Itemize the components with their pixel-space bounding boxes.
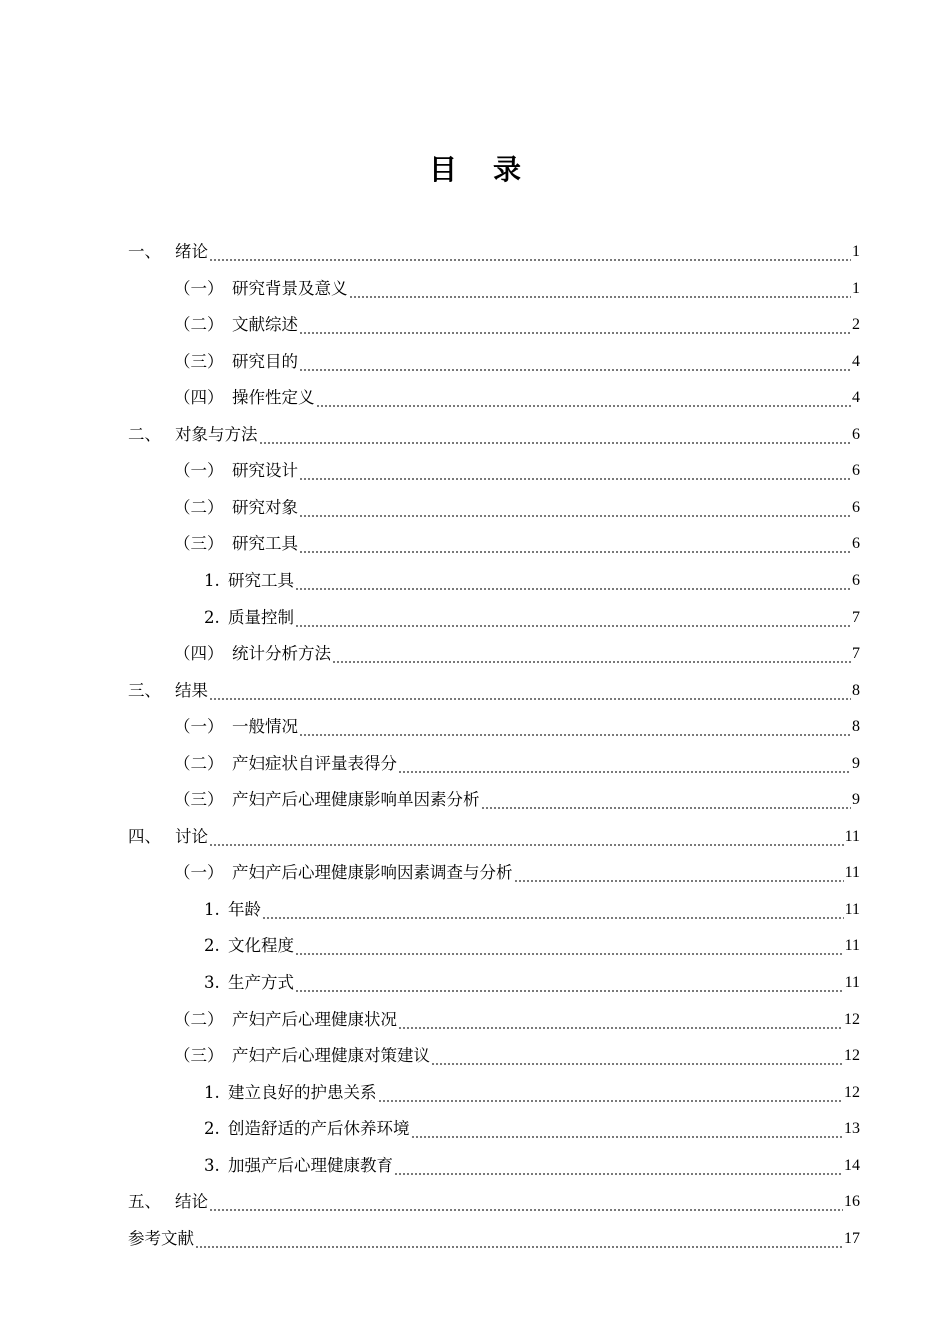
- toc-entry-title: 质量控制: [228, 607, 294, 627]
- toc-entry[interactable]: [204, 1075, 860, 1111]
- toc-dot-leader: [295, 990, 844, 992]
- toc-entry-page-number: 14: [844, 1156, 860, 1174]
- toc-dot-leader: [295, 953, 844, 955]
- toc-entry-page-number: 6: [852, 498, 860, 516]
- toc-entry[interactable]: [174, 709, 860, 745]
- toc-entry-title: 文化程度: [228, 936, 294, 956]
- toc-entry-page-number: 12: [844, 1047, 860, 1065]
- toc-entry[interactable]: [174, 344, 860, 380]
- toc-dot-leader: [295, 588, 851, 590]
- toc-entry-title: 研究工具: [232, 534, 298, 554]
- toc-dot-leader: [316, 405, 852, 407]
- toc-entry-page-number: 8: [852, 718, 860, 736]
- toc-dot-leader: [299, 478, 851, 480]
- toc-entry-number: 五、: [128, 1192, 161, 1212]
- toc-entry-title: 产妇产后心理健康状况: [232, 1009, 397, 1029]
- toc-dot-leader: [378, 1100, 844, 1102]
- toc-entry-number: （三）: [174, 790, 224, 810]
- toc-dot-leader: [394, 1173, 843, 1175]
- toc-entry-page-number: 11: [844, 937, 860, 955]
- toc-entry-number: （四）: [174, 388, 224, 408]
- toc-entry[interactable]: [174, 636, 860, 672]
- toc-entry-number: （二）: [174, 1009, 224, 1029]
- toc-entry-page-number: 16: [844, 1193, 860, 1211]
- toc-dot-leader: [299, 515, 851, 517]
- toc-entry[interactable]: [174, 526, 860, 562]
- toc-entry[interactable]: [128, 417, 860, 453]
- toc-dot-leader: [262, 917, 844, 919]
- toc-entry-number: 2.: [204, 936, 220, 956]
- toc-dot-leader: [398, 1027, 843, 1029]
- toc-entry-page-number: 1: [852, 279, 860, 297]
- toc-entry[interactable]: [128, 673, 860, 709]
- toc-entry-number: 3.: [204, 973, 220, 992]
- toc-dot-leader: [299, 369, 851, 371]
- toc-entry-title: 研究目的: [232, 351, 298, 371]
- toc-entry[interactable]: [174, 1038, 860, 1074]
- toc-entry-number: （一）: [174, 278, 224, 298]
- toc-entry[interactable]: [204, 1111, 860, 1147]
- toc-entry[interactable]: [128, 819, 860, 855]
- toc-entry-number: 2.: [204, 607, 220, 627]
- toc-title-char-1: 目: [428, 153, 457, 186]
- toc-dot-leader: [259, 442, 852, 444]
- toc-entry-title: 研究工具: [228, 570, 294, 590]
- toc-entry-page-number: 13: [844, 1120, 860, 1138]
- toc-entry-number: 2.: [204, 1119, 220, 1139]
- toc-entry-page-number: 6: [852, 462, 860, 480]
- toc-entry-number: （二）: [174, 315, 224, 335]
- toc-entry-page-number: 12: [844, 1010, 860, 1028]
- toc-dot-leader: [411, 1136, 844, 1138]
- toc-title: [0, 150, 950, 190]
- toc-entry[interactable]: [174, 490, 860, 526]
- toc-entry-page-number: 7: [852, 645, 860, 663]
- toc-entry-title: 绪论: [175, 242, 208, 261]
- toc-entry-title: 生产方式: [228, 973, 294, 992]
- toc-entry-number: 一、: [128, 242, 161, 261]
- toc-entry-title: 产妇症状自评量表得分: [232, 753, 397, 773]
- toc-entry-page-number: 9: [852, 754, 860, 772]
- toc-entry-title: 研究背景及意义: [232, 278, 348, 298]
- toc-entry-page-number: 17: [844, 1229, 860, 1247]
- toc-dot-leader: [195, 1246, 843, 1248]
- toc-entry-title: 建立良好的护患关系: [228, 1082, 377, 1102]
- toc-entry[interactable]: [204, 928, 860, 964]
- toc-entry-page-number: 4: [852, 352, 860, 370]
- toc-dot-leader: [209, 259, 851, 261]
- toc-dot-leader: [431, 1063, 843, 1065]
- toc-entry-page-number: 9: [852, 791, 860, 809]
- toc-title-char-2: 录: [493, 153, 522, 186]
- toc-entry-number: 1.: [204, 899, 220, 919]
- toc-entry-title: 讨论: [175, 826, 208, 846]
- toc-entry-title: 年龄: [228, 899, 261, 919]
- toc-entry[interactable]: [204, 600, 860, 636]
- toc-entry[interactable]: [204, 1148, 860, 1184]
- toc-entry-page-number: 6: [852, 535, 860, 553]
- toc-entry-number: （一）: [174, 461, 224, 481]
- toc-dot-leader: [299, 332, 851, 334]
- toc-entry-title: 产妇产后心理健康影响因素调查与分析: [232, 863, 513, 883]
- toc-entry-title: 结果: [175, 680, 208, 700]
- toc-entry-page-number: 11: [844, 827, 860, 845]
- toc-entry-number: （三）: [174, 351, 224, 371]
- toc-entry-page-number: 6: [852, 425, 860, 443]
- toc-entry[interactable]: [174, 1002, 860, 1038]
- toc-entry-title: 操作性定义: [232, 388, 315, 408]
- toc-entry[interactable]: [204, 563, 860, 599]
- toc-entry-title: 创造舒适的产后休养环境: [228, 1119, 410, 1139]
- toc-entry-title: 文献综述: [232, 315, 298, 335]
- toc-entry[interactable]: [174, 782, 860, 818]
- toc-entry-title: 加强产后心理健康教育: [228, 1155, 393, 1175]
- toc-entry[interactable]: [174, 855, 860, 891]
- toc-entry-title: 一般情况: [232, 717, 298, 737]
- toc-dot-leader: [209, 698, 851, 700]
- toc-entry-title: 统计分析方法: [232, 644, 331, 664]
- toc-entry[interactable]: [204, 892, 860, 928]
- toc-entry[interactable]: [128, 1221, 860, 1257]
- toc-entry[interactable]: [128, 1184, 860, 1220]
- toc-entry[interactable]: [174, 380, 860, 416]
- toc-dot-leader: [209, 844, 844, 846]
- toc-entry-number: （一）: [174, 863, 224, 883]
- toc-entry[interactable]: [174, 307, 860, 343]
- toc-entry-title: 研究设计: [232, 461, 298, 481]
- toc-entry-page-number: 7: [852, 608, 860, 626]
- toc-entry-page-number: 1: [852, 243, 860, 260]
- toc-entry-page-number: 12: [844, 1083, 860, 1101]
- toc-dot-leader: [398, 771, 851, 773]
- toc-entry-number: （二）: [174, 753, 224, 773]
- toc-dot-leader: [299, 551, 851, 553]
- toc-entry-page-number: 6: [852, 571, 860, 589]
- toc-entry[interactable]: [128, 234, 860, 270]
- toc-entry-title: 结论: [175, 1192, 208, 1212]
- toc-entry[interactable]: [174, 746, 860, 782]
- toc-entry-number: 四、: [128, 826, 161, 846]
- toc-entry-page-number: 2: [852, 316, 860, 334]
- toc-dot-leader: [514, 880, 844, 882]
- toc-entry-page-number: 11: [844, 900, 860, 918]
- toc-dot-leader: [349, 296, 852, 298]
- toc-entry-number: （二）: [174, 497, 224, 517]
- toc-entry-page-number: 11: [844, 974, 860, 991]
- toc-entry-number: 三、: [128, 680, 161, 700]
- toc-entry-number: 1.: [204, 570, 220, 590]
- toc-entry-number: （四）: [174, 644, 224, 664]
- toc-entry-number: （三）: [174, 534, 224, 554]
- toc-entry-page-number: 4: [852, 389, 860, 407]
- toc-dot-leader: [332, 661, 851, 663]
- toc-dot-leader: [209, 1209, 843, 1211]
- toc-entry[interactable]: [174, 453, 860, 489]
- toc-entry-page-number: 8: [852, 681, 860, 699]
- toc-entry-title: 产妇产后心理健康影响单因素分析: [232, 790, 480, 810]
- toc-dot-leader: [481, 807, 852, 809]
- toc-dot-leader: [295, 625, 851, 627]
- toc-entry[interactable]: [174, 271, 860, 307]
- toc-entry-title: 产妇产后心理健康对策建议: [232, 1046, 430, 1066]
- toc-entry-number: 3.: [204, 1155, 220, 1175]
- toc-entry-number: （三）: [174, 1046, 224, 1066]
- toc-entry-title: 参考文献: [128, 1228, 194, 1248]
- toc-entry-number: （一）: [174, 717, 224, 737]
- toc-dot-leader: [299, 734, 851, 736]
- toc-entry-page-number: 11: [844, 864, 860, 882]
- toc-entry-title: 对象与方法: [175, 424, 258, 444]
- toc-entry[interactable]: [204, 965, 860, 1001]
- toc-entry-title: 研究对象: [232, 497, 298, 517]
- toc-entry-number: 1.: [204, 1082, 220, 1102]
- toc-entry-number: 二、: [128, 424, 161, 444]
